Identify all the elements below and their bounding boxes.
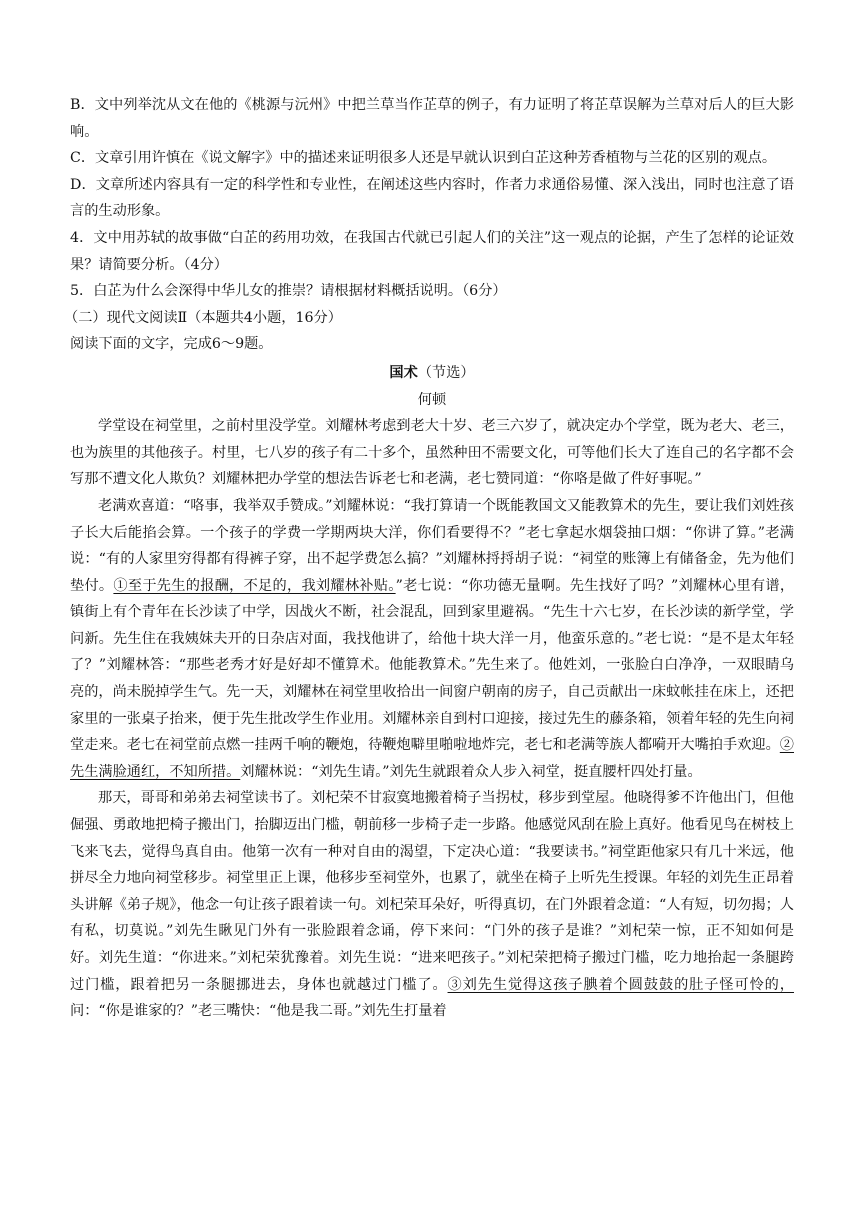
option-d: D．文章所述内容具有一定的科学性和专业性，在阐述这些内容时，作者力求通俗易懂、深入浅出，同时也注意了语言的生动形象。 <box>70 176 794 220</box>
question-4: 4．文中用苏轼的故事做“白芷的药用功效，在我国古代就已引起人们的关注”这一观点的论据，产生了怎样的论证效果？请简要分析。（4分） <box>70 229 794 273</box>
paragraph-3-text-b: 问：“你是谁家的？”老三嘴快：“他是我二哥。”刘先生打量着 <box>70 1003 447 1020</box>
article-title-line <box>70 360 794 387</box>
question-5: 5．白芷为什么会深得中华儿女的推崇？请根据材料概括说明。（6分） <box>70 283 507 300</box>
option-c: C．文章引用许慎在《说文解字》中的描述来证明很多人还是早就认识到白芷这种芳香植物与兰花的区别的观点。 <box>70 150 777 167</box>
article-title-note: （节选） <box>417 364 475 381</box>
article-paragraph-1: 学堂设在祠堂里，之前村里没学堂。刘耀林考虑到老大十岁、老三六岁了，就决定办个学堂，既为老大、老三，也为族里的其他孩子。村里，七八岁的孩子有二十多个，虽然种田不需要文化，可等他们长大了连自己的名字都不会写那不遭文化人欺负？刘耀林把办学堂的想法告诉老七和老满，老七赞同道：“你咯是做了件好事呢。” <box>70 418 794 488</box>
article-author: 何顿 <box>417 391 447 408</box>
section-instruction: 阅读下面的文字，完成6～9题。 <box>70 336 273 353</box>
underlined-sentence-2: ②先生满脸通红，不知所措。 <box>70 737 794 780</box>
paragraph-2-text-b: ”老七说：“你功德无量啊。先生找好了吗？”刘耀林心里有谱，镇街上有个青年在长沙读了中学，因战火不断，社会混乱，回到家里避祸。“先生十六七岁，在长沙读的新学堂，学问新。先生住在我姨妹夫开的日杂店对面，我找他讲了，给他十块大洋一月，他蛮乐意的。”老七说：“是不是太年轻了？”刘耀林答：“那些老秀才好是好却不懂算术。他能教算术。”先生来了。他姓刘，一张脸白白净净，一双眼睛乌亮的，尚未脱掉学生气。先一天，刘耀林在祠堂里收拾出一间窗户朝南的房子，自己贡献出一床蚊帐挂在床上，还把家里的一张桌子抬来，便于先生批改学生作业用。刘耀林亲自到村口迎接，接过先生的藤条箱，领着年轻的先生向祠堂走来。老七在祠堂前点燃一挂两千响的鞭炮，待鞭炮噼里啪啦地炸完，老七和老满等族人都嗬开大嘴拍手欢迎。 <box>70 577 795 754</box>
paragraph-2-text-c: 刘耀林说：“刘先生请。”刘先生就跟着众人步入祠堂，挺直腰杆四处打量。 <box>240 763 702 780</box>
underlined-sentence-1: ①至于先生的报酬，不足的，我刘耀林补贴。 <box>113 577 396 594</box>
exam-page <box>64 92 795 1025</box>
option-b: B．文中列举沈从文在他的《桃源与沅州》中把兰草当作芷草的例子，有力证明了将芷草误解为兰草对后人的巨大影响。 <box>70 97 794 140</box>
article-title: 国术 <box>389 364 418 381</box>
paragraph-3-text-a: 那天，哥哥和弟弟去祠堂读书了。刘杞荣不甘寂寞地搬着椅子当拐杖，移步到堂屋。他晓得爹不许他出门，但他倔强、勇敢地把椅子搬出门，抬脚迈出门槛，朝前移一步椅子走一步路。他感觉风刮在脸上真好。他看见鸟在树枝上飞来飞去，觉得鸟真自由。他第一次有一种对自由的渴望，下定决心道：“我要读书。”祠堂距他家只有几十米远，他拼尽全力地向祠堂移步。祠堂里正上课，他移步至祠堂外，也累了，就坐在椅子上听先生授课。年轻的刘先生正昂着头讲解《弟子规》，他念一句让孩子跟着读一句。刘杞荣耳朵好，听得真切，在门外跟着念道：“人有短，切勿揭；人有私，切莫说。”刘先生瞅见门外有一张脸跟着念诵，停下来问：“门外的孩子是谁？”刘杞荣一惊，正不知如何是好。刘先生道：“你进来。”刘杞荣犹豫着。刘先生说：“进来吧孩子。”刘杞荣把椅子搬过门槛，吃力地抬起一条腿跨过门槛，跟着把另一条腿挪进去，身体也就越过门槛了。 <box>70 790 794 993</box>
article-paragraph-2 <box>70 493 794 786</box>
paragraph-2-text-a: 老满欢喜道：“咯事，我举双手赞成。”刘耀林说：“我打算请一个既能教国文又能教算术的先生，要让我们刘姓孩子长大后能掐会算。一个孩子的学费一学期两块大洋，你们看要得不？”老七拿起水烟袋抽口烟：“你讲了算。”老满说：“有的人家里穷得都有得裤子穿，出不起学费怎么搞？”刘耀林捋捋胡子说：“祠堂的账簿上有储备金，先为他们垫付。 <box>70 497 794 594</box>
article-paragraph-3 <box>70 785 794 1024</box>
underlined-sentence-3: ③刘先生觉得这孩子腆着个圆鼓鼓的肚子怪可怜的， <box>447 976 794 993</box>
section-heading: （二）现代文阅读Ⅱ（本题共4小题，16分） <box>64 309 342 326</box>
